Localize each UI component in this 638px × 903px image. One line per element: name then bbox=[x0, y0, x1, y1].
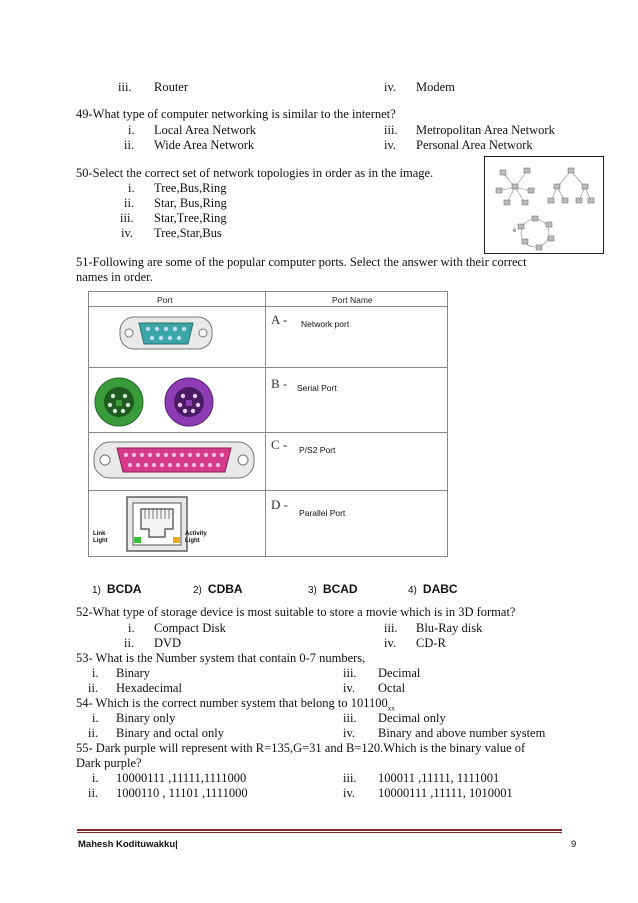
page-number: 9 bbox=[571, 839, 577, 850]
parallel-db25-port-icon bbox=[93, 438, 255, 482]
q49-opt-ii-num: ii. bbox=[124, 138, 135, 152]
q50-opt-i-num: i. bbox=[128, 181, 135, 195]
q50-opt-ii-num: ii. bbox=[124, 196, 135, 210]
q52-opt-iv: CD-R bbox=[416, 636, 446, 650]
col-header-port: Port bbox=[157, 295, 173, 305]
parallel-pin bbox=[208, 463, 212, 467]
q50-opt-ii: Star, Bus,Ring bbox=[154, 196, 227, 210]
q53-opt-ii-num: ii. bbox=[88, 681, 99, 695]
q49-opt-iv: Personal Area Network bbox=[416, 138, 533, 152]
q51-text-line1: 51-Following are some of the popular computer ports. Select the answer with their correct bbox=[76, 255, 527, 269]
q51-text-line2: names in order. bbox=[76, 270, 153, 284]
q55-opt-iii: 100011 ,11111, 1111001 bbox=[378, 771, 500, 785]
q55-text-line1: 55- Dark purple will represent with R=135,G=31 and B=120.Which is the binary value of bbox=[76, 741, 526, 755]
parallel-pin bbox=[216, 463, 220, 467]
row-d-name: Parallel Port bbox=[299, 508, 346, 518]
q54-opt-iv-num: iv. bbox=[343, 726, 356, 740]
q49-opt-iv-num: iv. bbox=[384, 138, 397, 152]
q55-opt-iv: 10000111 ,11111, 1010001 bbox=[378, 786, 513, 800]
q49-opt-i: Local Area Network bbox=[154, 123, 257, 137]
parallel-pin bbox=[220, 453, 224, 457]
parallel-pin bbox=[196, 453, 200, 457]
row-a-name: Network port bbox=[301, 319, 350, 329]
parallel-pin bbox=[184, 463, 188, 467]
parallel-pin bbox=[124, 453, 128, 457]
q52-opt-iv-num: iv. bbox=[384, 636, 397, 650]
q53-opt-iii: Decimal bbox=[378, 666, 421, 680]
topology-image bbox=[484, 156, 604, 254]
parallel-pin bbox=[148, 453, 152, 457]
q52-opt-ii-num: ii. bbox=[124, 636, 135, 650]
q53-opt-iii-num: iii. bbox=[343, 666, 357, 680]
q50-opt-i: Tree,Bus,Ring bbox=[154, 181, 227, 195]
footer-author: Mahesh Kodituwakku| bbox=[78, 839, 178, 850]
footer-divider bbox=[77, 829, 562, 831]
parallel-pin bbox=[180, 453, 184, 457]
q55-opt-i-num: i. bbox=[92, 771, 99, 785]
q48-option-iv: Modem bbox=[416, 80, 455, 94]
row-b-letter: B - bbox=[271, 376, 288, 391]
q55-opt-iv-num: iv. bbox=[343, 786, 356, 800]
q50-opt-iii-num: iii. bbox=[120, 211, 134, 225]
q49-opt-iii: Metropolitan Area Network bbox=[416, 123, 555, 137]
row-c-name: P/S2 Port bbox=[299, 445, 336, 455]
q54-opt-iii: Decimal only bbox=[378, 711, 446, 725]
q53-opt-iv-num: iv. bbox=[343, 681, 356, 695]
q52-opt-ii: DVD bbox=[154, 636, 182, 650]
parallel-pin bbox=[176, 463, 180, 467]
parallel-pin bbox=[192, 463, 196, 467]
q54-opt-ii-num: ii. bbox=[88, 726, 99, 740]
q52-opt-iii: Blu-Ray disk bbox=[416, 621, 483, 635]
parallel-pin bbox=[204, 453, 208, 457]
topology-label: e bbox=[513, 228, 517, 234]
q52-opt-i: Compact Disk bbox=[154, 621, 226, 635]
q49-text: 49-What type of computer networking is similar to the internet? bbox=[76, 107, 396, 121]
parallel-pin bbox=[140, 453, 144, 457]
q53-opt-iv: Octal bbox=[378, 681, 406, 695]
parallel-pin bbox=[172, 453, 176, 457]
q48-option-iii: Router bbox=[154, 80, 189, 94]
parallel-pin bbox=[212, 453, 216, 457]
q49-opt-i-num: i. bbox=[128, 123, 135, 137]
q55-opt-iii-num: iii. bbox=[343, 771, 357, 785]
q54-opt-i-num: i. bbox=[92, 711, 99, 725]
parallel-pin bbox=[128, 463, 132, 467]
parallel-pin bbox=[144, 463, 148, 467]
footer-divider-thin bbox=[77, 832, 562, 833]
q50-text: 50-Select the correct set of network topologies in order as in the image. bbox=[76, 166, 434, 180]
q55-text-line2: Dark purple? bbox=[76, 756, 142, 770]
row-d-letter: D - bbox=[271, 497, 288, 512]
parallel-pin bbox=[160, 463, 164, 467]
q50-opt-iii: Star,Tree,Ring bbox=[154, 211, 227, 225]
q55-opt-ii: 1000110 , 11101 ,1111000 bbox=[116, 786, 248, 800]
serial-db9-port-icon bbox=[119, 314, 213, 352]
q49-opt-ii: Wide Area Network bbox=[154, 138, 255, 152]
q53-opt-i: Binary bbox=[116, 666, 151, 680]
q54-opt-ii: Binary and octal only bbox=[116, 726, 224, 740]
parallel-pin bbox=[152, 463, 156, 467]
q54-opt-iv: Binary and above number system bbox=[378, 726, 546, 740]
q52-text: 52-What type of storage device is most suitable to store a movie which is in 3D format? bbox=[76, 605, 516, 619]
q48-option-iii-num: iii. bbox=[118, 80, 132, 94]
ports-table bbox=[88, 291, 448, 557]
parallel-pin bbox=[156, 453, 160, 457]
row-a-letter: A - bbox=[271, 312, 288, 327]
parallel-pin bbox=[200, 463, 204, 467]
q51-answer-4: 4) DABC bbox=[408, 582, 458, 596]
q55-opt-i: 10000111 ,11111,1111000 bbox=[116, 771, 247, 785]
q50-opt-iv-num: iv. bbox=[121, 226, 134, 240]
parallel-pin bbox=[136, 463, 140, 467]
parallel-pin bbox=[188, 453, 192, 457]
q51-answer-1: 1) BCDA bbox=[92, 582, 142, 596]
network-topologies-icon bbox=[485, 157, 603, 253]
parallel-pin bbox=[164, 453, 168, 457]
row-b-name: Serial Port bbox=[297, 383, 337, 393]
q52-opt-i-num: i. bbox=[128, 621, 135, 635]
q52-opt-iii-num: iii. bbox=[384, 621, 398, 635]
parallel-pin bbox=[132, 453, 136, 457]
ps2-ports-icon bbox=[93, 374, 223, 430]
parallel-pin bbox=[168, 463, 172, 467]
q54-opt-iii-num: iii. bbox=[343, 711, 357, 725]
q53-text: 53- What is the Number system that contain 0-7 numbers, bbox=[76, 651, 366, 665]
q54-text: 54- Which is the correct number system that belong to $101100_{xx}$ bbox=[76, 696, 395, 713]
q55-opt-ii-num: ii. bbox=[88, 786, 99, 800]
row-c-letter: C - bbox=[271, 437, 288, 452]
q54-opt-i: Binary only bbox=[116, 711, 176, 725]
q48-option-iv-num: iv. bbox=[384, 80, 397, 94]
q50-opt-iv: Tree,Star,Bus bbox=[154, 226, 222, 240]
rj45-link-light-label: Link Light bbox=[93, 531, 108, 544]
q51-answer-2: 2) CDBA bbox=[193, 582, 243, 596]
q53-opt-i-num: i. bbox=[92, 666, 99, 680]
rj45-activity-light-label: Activity Light bbox=[185, 531, 207, 544]
q53-opt-ii: Hexadecimal bbox=[116, 681, 182, 695]
col-header-port-name: Port Name bbox=[332, 295, 373, 305]
q51-answer-3: 3) BCAD bbox=[308, 582, 358, 596]
q49-opt-iii-num: iii. bbox=[384, 123, 398, 137]
